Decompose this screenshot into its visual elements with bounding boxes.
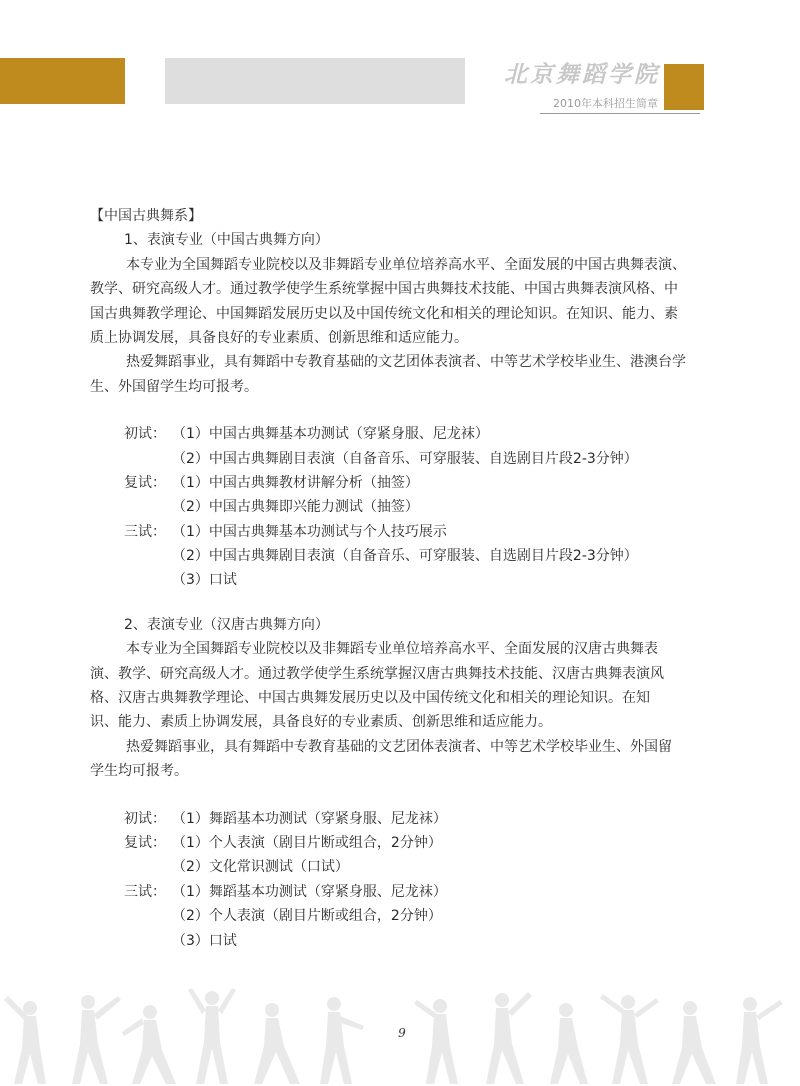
page-content bbox=[90, 204, 715, 953]
header-gray-band bbox=[165, 58, 465, 104]
school-logo-text: 北京舞蹈学院 bbox=[504, 61, 660, 88]
exam-item: （1）个人表演（剧目片断或组合，2分钟） bbox=[172, 834, 442, 851]
exam-list bbox=[90, 807, 715, 953]
requirement-line: 学生均可报考。 bbox=[90, 763, 188, 780]
exam-round-label bbox=[124, 855, 172, 879]
exam-item: （3）口试 bbox=[172, 572, 237, 589]
department-title: 【中国古典舞系】 bbox=[90, 208, 202, 224]
exam-item: （1）中国古典舞基本功测试（穿紧身服、尼龙袜） bbox=[172, 426, 489, 443]
dancer-icon bbox=[72, 995, 121, 1084]
desc-line: 本专业为全国舞蹈专业院校以及非舞蹈专业单位培养高水平、全面发展的中国古典舞表演、 bbox=[126, 256, 686, 273]
exam-round-label bbox=[124, 544, 172, 568]
exam-row bbox=[90, 904, 715, 928]
dancer-icon bbox=[414, 999, 458, 1084]
desc-line: 格、汉唐古典舞教学理论、中国古典舞发展历史以及中国传统文化和相关的理论知识。在知 bbox=[90, 690, 650, 707]
section-hantang-dance bbox=[90, 613, 715, 953]
desc-line: 本专业为全国舞蹈专业院校以及非舞蹈专业单位培养高水平、全面发展的汉唐古典舞表 bbox=[126, 641, 658, 658]
exam-round-label: 初试： bbox=[124, 426, 166, 443]
desc-line: 国古典舞教学理论、中国舞蹈发展历史以及中国传统文化和相关的理论知识。在知识、能力、素 bbox=[90, 305, 678, 322]
exam-row bbox=[90, 471, 715, 495]
exam-round-label: 复试： bbox=[124, 834, 166, 851]
requirement-line: 热爱舞蹈事业，具有舞蹈中专教育基础的文艺团体表演者、中等艺术学校毕业生、外国留 bbox=[126, 738, 672, 755]
page-number: 9 bbox=[398, 1026, 406, 1040]
exam-round-label bbox=[124, 447, 172, 471]
exam-round-label bbox=[124, 568, 172, 592]
exam-row bbox=[90, 495, 715, 519]
exam-round-label: 三试： bbox=[124, 523, 166, 540]
dancer-icon bbox=[550, 1003, 588, 1084]
desc-line: 识、能力、素质上协调发展，具备良好的专业素质、创新思维和适应能力。 bbox=[90, 714, 552, 731]
brochure-subtitle: 2010年本科招生简章 bbox=[553, 97, 658, 110]
exam-row bbox=[90, 807, 715, 831]
exam-item: （2）中国古典舞剧目表演（自备音乐、可穿服装、自选剧目片段2-3分钟） bbox=[172, 548, 638, 565]
exam-item: （1）中国古典舞教材讲解分析（抽签） bbox=[172, 474, 419, 491]
exam-round-label bbox=[124, 904, 172, 928]
exam-row bbox=[90, 568, 715, 592]
dancer-icon bbox=[486, 992, 532, 1084]
exam-item: （2）文化常识测试（口试） bbox=[172, 859, 349, 876]
exam-row bbox=[90, 855, 715, 879]
requirement-line: 热爱舞蹈事业，具有舞蹈中专教育基础的文艺团体表演者、中等艺术学校毕业生、港澳台学 bbox=[126, 354, 686, 371]
dancer-icon bbox=[122, 1005, 176, 1084]
exam-list bbox=[90, 422, 715, 593]
requirement-line: 生、外国留学生均可报考。 bbox=[90, 378, 258, 395]
dancer-icon bbox=[254, 1003, 300, 1084]
dancer-icon bbox=[672, 1001, 716, 1084]
header-accent-band-left bbox=[0, 58, 125, 104]
exam-row bbox=[90, 880, 715, 904]
exam-round-label bbox=[124, 495, 172, 519]
exam-item: （3）口试 bbox=[172, 932, 237, 949]
exam-round-label: 初试： bbox=[124, 810, 166, 827]
exam-round-label: 复试： bbox=[124, 474, 166, 491]
section-title: 2、表演专业（汉唐古典舞方向） bbox=[124, 616, 329, 633]
exam-item: （2）中国古典舞剧目表演（自备音乐、可穿服装、自选剧目片段2-3分钟） bbox=[172, 450, 638, 467]
exam-item: （1）舞蹈基本功测试（穿紧身服、尼龙袜） bbox=[172, 810, 447, 827]
section-title: 1、表演专业（中国古典舞方向） bbox=[124, 232, 329, 249]
exam-item: （2）个人表演（剧目片断或组合，2分钟） bbox=[172, 908, 442, 925]
exam-item: （1）中国古典舞基本功测试与个人技巧展示 bbox=[172, 523, 447, 540]
exam-item: （1）舞蹈基本功测试（穿紧身服、尼龙袜） bbox=[172, 883, 447, 900]
exam-row bbox=[90, 544, 715, 568]
section-classical-dance bbox=[90, 228, 715, 592]
dancer-icon bbox=[4, 996, 46, 1084]
exam-row bbox=[90, 422, 715, 446]
exam-row bbox=[90, 520, 715, 544]
dancer-icon bbox=[600, 994, 659, 1084]
dancer-icon bbox=[188, 988, 236, 1084]
dancer-icon bbox=[320, 997, 364, 1084]
dancer-icon bbox=[736, 997, 783, 1084]
desc-line: 质上协调发展，具备良好的专业素质、创新思维和适应能力。 bbox=[90, 329, 468, 346]
desc-line: 教学、研究高级人才。通过教学使学生系统掌握中国古典舞技术技能、中国古典舞表演风格、中 bbox=[90, 281, 678, 298]
exam-row bbox=[90, 929, 715, 953]
exam-row bbox=[90, 447, 715, 471]
exam-item: （2）中国古典舞即兴能力测试（抽签） bbox=[172, 499, 419, 516]
header-accent-band-right bbox=[664, 64, 704, 110]
exam-round-label: 三试： bbox=[124, 883, 166, 900]
exam-round-label bbox=[124, 929, 172, 953]
exam-row bbox=[90, 831, 715, 855]
desc-line: 演、教学、研究高级人才。通过教学使学生系统掌握汉唐古典舞技术技能、汉唐古典舞表演风 bbox=[90, 665, 664, 682]
header-rule bbox=[540, 113, 700, 114]
